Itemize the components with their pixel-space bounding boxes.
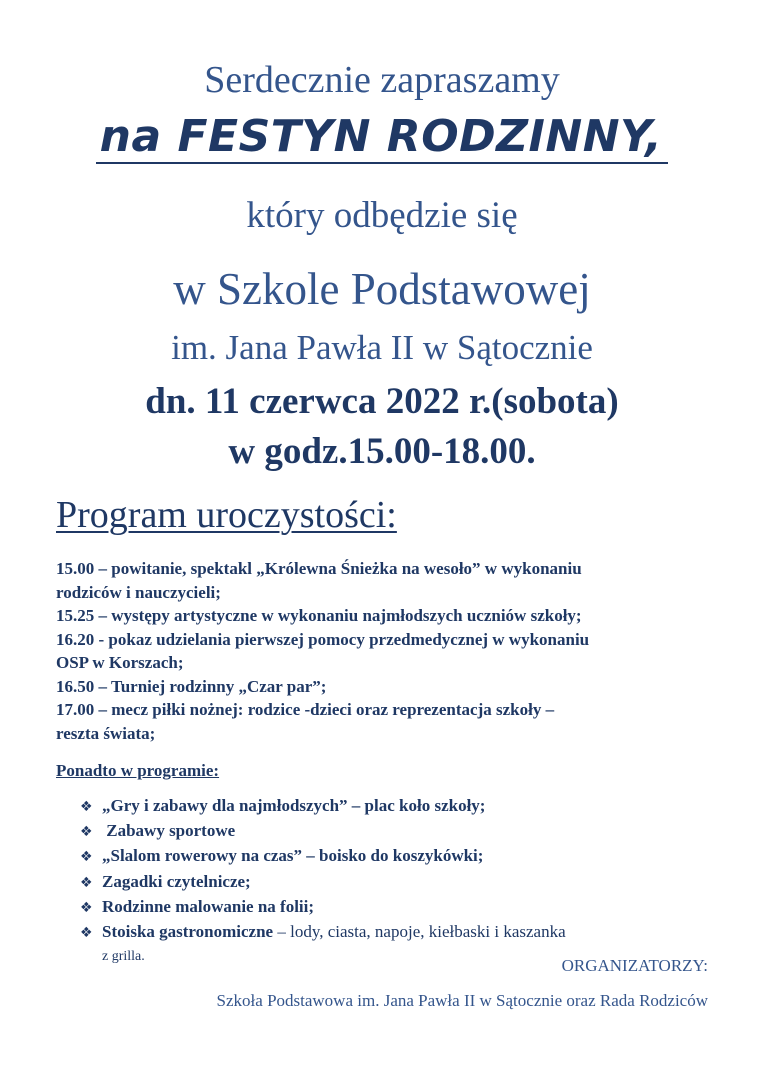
event-subline: który odbędzie się	[246, 195, 518, 236]
program-line: 15.25 – występy artystyczne w wykonaniu najmłodszych uczniów szkoły;	[56, 606, 582, 625]
list-item	[80, 920, 720, 945]
diamond-bullet-icon: ❖	[80, 874, 93, 891]
program-line: 15.00 – powitanie, spektakl „Królewna Śnieżka na wesoło” w wykonaniu	[56, 559, 582, 578]
list-item-text: Rodzinne malowanie na folii;	[102, 896, 315, 916]
diamond-bullet-icon: ❖	[80, 925, 93, 942]
program-list	[56, 557, 716, 745]
event-title-text: na FESTYN RODZINNY,	[96, 111, 669, 164]
program-line: 16.50 – Turniej rodzinny „Czar par”;	[56, 676, 327, 696]
event-date: dn. 11 czerwca 2022 r.(sobota)	[145, 381, 619, 422]
list-item	[80, 819, 720, 844]
list-item	[80, 870, 720, 895]
venue-line: w Szkole Podstawowej	[173, 264, 591, 314]
list-item-text: Zabawy sportowe	[102, 821, 236, 841]
invite-line: Serdecznie zapraszamy	[204, 59, 560, 101]
organizers-text: Szkoła Podstawowa im. Jana Pawła II w Sątocznie oraz Rada Rodziców	[216, 991, 708, 1010]
diamond-bullet-icon: ❖	[80, 899, 93, 916]
list-item	[80, 794, 720, 819]
extras-list	[80, 794, 720, 968]
list-item-bold: Stoiska gastronomiczne	[102, 922, 274, 942]
event-time: w godz.15.00-18.00.	[228, 431, 536, 472]
list-item	[80, 895, 720, 920]
extras-title: Ponadto w programie:	[56, 761, 220, 780]
program-line: reszta świata;	[56, 723, 156, 743]
program-line: OSP w Korszach;	[56, 653, 184, 672]
list-item-text: „Gry i zabawy dla najmłodszych” – plac koło szkoły;	[102, 796, 486, 815]
diamond-bullet-icon: ❖	[80, 799, 93, 815]
diamond-bullet-icon: ❖	[80, 824, 93, 841]
program-title: Program uroczystości:	[56, 494, 397, 536]
list-item	[80, 844, 720, 869]
list-item-continuation: z grilla.	[102, 949, 145, 965]
organizers-label: ORGANIZATORZY:	[561, 956, 708, 975]
list-item-rest: – lody, ciasta, napoje, kiełbaski i kaszanka	[273, 922, 566, 942]
list-item-text: „Slalom rowerowy na czas” – boisko do koszykówki;	[102, 846, 484, 866]
diamond-bullet-icon: ❖	[80, 849, 93, 866]
program-line: 16.20 - pokaz udzielania pierwszej pomocy przedmedycznej w wykonaniu	[56, 629, 590, 649]
program-line: 17.00 – mecz piłki nożnej: rodzice -dzieci oraz reprezentacja szkoły –	[56, 700, 555, 719]
venue-name: im. Jana Pawła II w Sątocznie	[171, 328, 593, 367]
list-item-text: Zagadki czytelnicze;	[102, 871, 251, 891]
program-line: rodziców i nauczycieli;	[56, 582, 221, 602]
event-title	[0, 110, 764, 164]
